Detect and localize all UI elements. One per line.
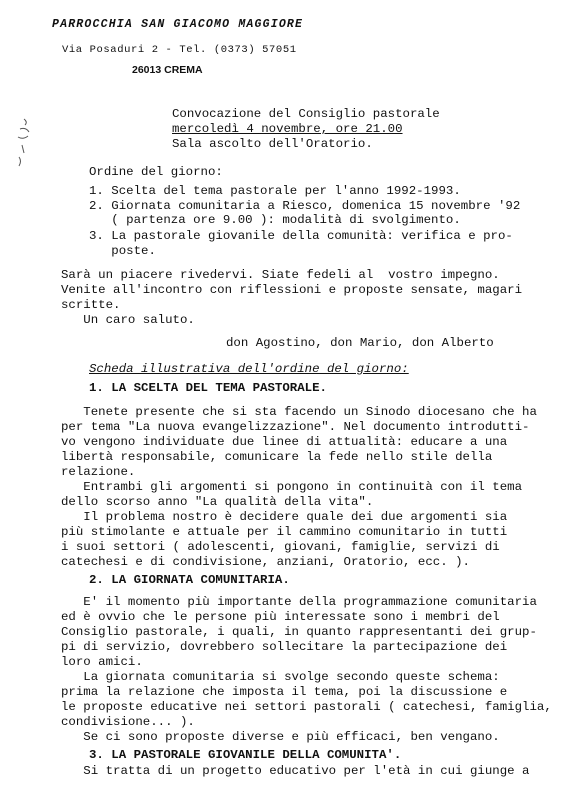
parish-name: PARROCCHIA SAN GIACOMO MAGGIORE [52, 18, 304, 31]
section-3-title: 3. LA PASTORALE GIOVANILE DELLA COMUNITA'. [89, 748, 402, 762]
section-3-line: Si tratta di un progetto educativo per l'età in cui giunge a [61, 764, 530, 778]
section-2-line: le proposte educative nei settori pastorali ( catechesi, famiglia, [61, 700, 552, 714]
section-1-line: vo vengono individuate due linee di attualità: educare a una [61, 435, 508, 449]
agenda-heading: Ordine del giorno: [89, 165, 223, 179]
section-2-title: 2. LA GIORNATA COMUNITARIA. [89, 573, 290, 587]
invite-line: Venite all'incontro con riflessioni e proposte sensate, magari [61, 283, 523, 297]
section-1-line: Entrambi gli argomenti si pongono in continuità con il tema [61, 480, 523, 494]
signature: don Agostino, don Mario, don Alberto [226, 336, 494, 350]
agenda-line: 3. La pastorale giovanile della comunità: verifica e pro- [89, 229, 513, 243]
scheda-heading: Scheda illustrativa dell'ordine del giorno: [89, 362, 409, 376]
section-2-line: Se ci sono proposte diverse e più efficaci, ben vengano. [61, 730, 500, 744]
section-1-line: Tenete presente che si sta facendo un Sinodo diocesano che ha [61, 405, 537, 419]
section-1-line: relazione. [61, 465, 136, 479]
section-1-line: i suoi settori ( adolescenti, giovani, famiglie, servizi di [61, 540, 500, 554]
parish-city: 26013 CREMA [132, 64, 203, 76]
section-2-line: loro amici. [61, 655, 143, 669]
agenda-line: 1. Scelta del tema pastorale per l'anno 1992-1993. [89, 184, 461, 198]
section-2-line: La giornata comunitaria si svolge secondo queste schema: [61, 670, 500, 684]
parish-address: Via Posaduri 2 - Tel. (0373) 57051 [62, 44, 297, 56]
invite-line: scritte. [61, 298, 121, 312]
section-2-line: pi di servizio, dovrebbero sollecitare la partecipazione dei [61, 640, 508, 654]
section-1-line: per tema "La nuova evangelizzazione". Nel documento introdutti- [61, 420, 530, 434]
section-2-line: prima la relazione che imposta il tema, poi la discussione e [61, 685, 508, 699]
section-1-title: 1. LA SCELTA DEL TEMA PASTORALE. [89, 381, 327, 395]
section-2-line: Consiglio pastorale, i quali, in quanto rappresentanti dei grup- [61, 625, 537, 639]
convocation-title: Convocazione del Consiglio pastorale [172, 107, 440, 121]
section-1-line: dello scorso anno "La qualità della vita". [61, 495, 374, 509]
agenda-line: 2. Giornata comunitaria a Riesco, domenica 15 novembre '92 [89, 199, 521, 213]
section-2-line: ed è ovvio che le persone più interessate sono i membri del [61, 610, 500, 624]
section-2-line: condivisione... ). [61, 715, 195, 729]
invite-line: Un caro saluto. [61, 313, 195, 327]
section-2-line: E' il momento più importante della programmazione comunitaria [61, 595, 537, 609]
section-1-line: più stimolante e attuale per il cammino comunitario in tutti [61, 525, 508, 539]
convocation-place: Sala ascolto dell'Oratorio. [172, 137, 373, 151]
section-1-line: Il problema nostro è decidere quale dei due argomenti sia [61, 510, 508, 524]
margin-scribble [10, 115, 50, 175]
section-1-line: catechesi e di condivisione, anziani, Oratorio, ecc. ). [61, 555, 470, 569]
agenda-line: ( partenza ore 9.00 ): modalità di svolgimento. [89, 213, 461, 227]
section-1-line: libertà responsabile, comunicare la fede nello stile della [61, 450, 493, 464]
invite-line: Sarà un piacere rivedervi. Siate fedeli al vostro impegno. [61, 268, 500, 282]
convocation-date: mercoledì 4 novembre, ore 21.00 [172, 122, 403, 136]
agenda-line: poste. [89, 244, 156, 258]
